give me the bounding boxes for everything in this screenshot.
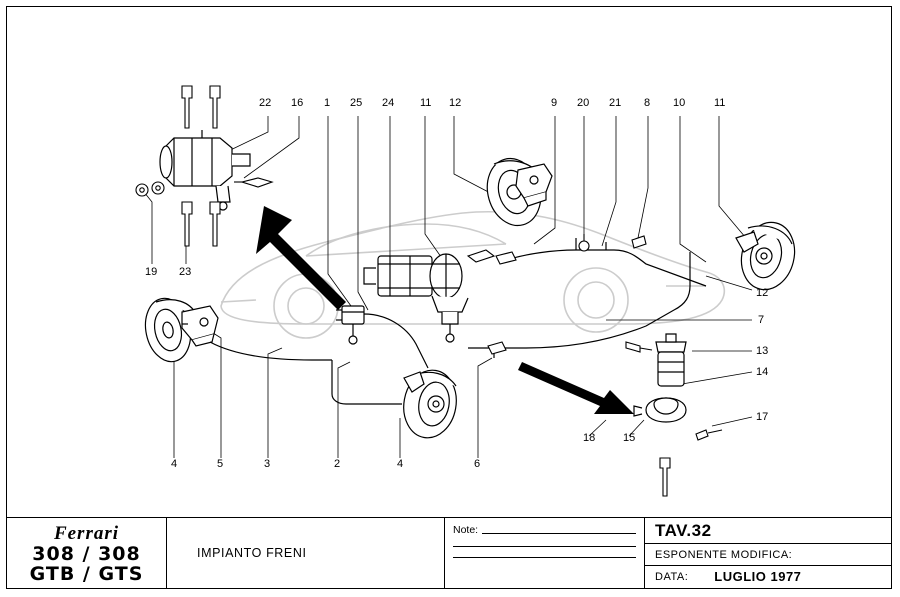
callout-13: 13 bbox=[756, 345, 769, 357]
brake-line-rear-left bbox=[332, 360, 402, 404]
brake-distributor-block bbox=[336, 306, 364, 344]
ferrari-wordmark: Ferrari bbox=[53, 522, 120, 544]
callout-15: 15 bbox=[623, 432, 636, 444]
callout-24: 24 bbox=[382, 97, 395, 109]
callout-22: 22 bbox=[259, 97, 272, 109]
fitting-upper-right-2 bbox=[579, 234, 589, 251]
emphasis-arrow-left bbox=[256, 206, 346, 310]
callout-8: 8 bbox=[644, 97, 651, 109]
master-cylinder-assembly bbox=[160, 130, 250, 210]
callout-17: 17 bbox=[756, 411, 769, 423]
fitting-upper-right-3 bbox=[632, 236, 646, 248]
note-label: Note: bbox=[453, 524, 479, 536]
callout-3: 3 bbox=[264, 458, 271, 470]
diagram-area bbox=[6, 6, 892, 511]
callout-25: 25 bbox=[350, 97, 363, 109]
note-cell bbox=[445, 518, 645, 588]
date-label: DATA: bbox=[655, 570, 689, 583]
callout-20: 20 bbox=[577, 97, 590, 109]
fitting-upper-right-1 bbox=[496, 252, 516, 264]
plate-number-row bbox=[645, 518, 891, 544]
callout-9: 9 bbox=[551, 97, 558, 109]
date-value: LUGLIO 1977 bbox=[714, 569, 802, 584]
model-line-2: GTB / GTS bbox=[29, 562, 144, 585]
brake-line-front-left bbox=[210, 342, 332, 360]
callout-5: 5 bbox=[217, 458, 224, 470]
callout-12-front: 12 bbox=[449, 97, 462, 109]
modification-label: ESPONENTE MODIFICA: bbox=[655, 548, 793, 561]
reservoir-clamp bbox=[634, 398, 686, 422]
model-line-1: 308 / 308 bbox=[32, 542, 141, 565]
plate-info-cell bbox=[645, 518, 891, 588]
callout-7: 7 bbox=[758, 314, 765, 326]
emphasis-arrow-right bbox=[518, 362, 634, 414]
drawing-title: IMPIANTO FRENI bbox=[197, 546, 307, 560]
brake-line-union-right bbox=[488, 342, 506, 354]
note-write-line-2[interactable] bbox=[453, 545, 636, 547]
brand-logo-cell bbox=[7, 518, 167, 588]
note-row-1 bbox=[453, 524, 636, 536]
callout-11-front: 11 bbox=[420, 97, 432, 109]
drawing-title-cell bbox=[167, 518, 445, 588]
brake-servo-assembly bbox=[364, 254, 468, 342]
car-silhouette bbox=[221, 212, 724, 338]
callout-21: 21 bbox=[609, 97, 622, 109]
callout-4-left: 4 bbox=[171, 458, 178, 470]
callout-10: 10 bbox=[673, 97, 686, 109]
title-block bbox=[6, 517, 892, 589]
modification-row bbox=[645, 544, 891, 566]
bolt-group-lower-left bbox=[182, 202, 220, 246]
callout-6: 6 bbox=[474, 458, 481, 470]
callout-4-right: 4 bbox=[397, 458, 404, 470]
brake-line-right-main bbox=[468, 252, 690, 348]
date-row bbox=[645, 566, 891, 587]
brake-system-diagram bbox=[6, 6, 892, 511]
callout-12-rear: 12 bbox=[756, 287, 769, 299]
callout-18: 18 bbox=[583, 432, 596, 444]
callout-2: 2 bbox=[334, 458, 341, 470]
callout-11-rear: 11 bbox=[714, 97, 726, 109]
callout-19: 19 bbox=[145, 266, 158, 278]
note-write-line-1[interactable] bbox=[482, 532, 636, 534]
fluid-reservoir bbox=[656, 334, 686, 386]
note-write-line-3[interactable] bbox=[453, 556, 636, 558]
brake-line-center-to-rear bbox=[364, 314, 428, 368]
callout-14: 14 bbox=[756, 366, 769, 378]
servo-union-right bbox=[468, 250, 494, 262]
brake-disc-rear-right bbox=[735, 217, 802, 296]
callout-23: 23 bbox=[179, 266, 192, 278]
callout-16: 16 bbox=[291, 97, 304, 109]
plate-number: TAV.32 bbox=[655, 520, 712, 540]
union-fitting-left bbox=[234, 178, 272, 187]
brake-line-upper-right bbox=[506, 250, 706, 286]
callout-1: 1 bbox=[324, 97, 331, 109]
washer-group-left bbox=[136, 182, 164, 196]
bolt-group-upper-left bbox=[182, 86, 220, 128]
